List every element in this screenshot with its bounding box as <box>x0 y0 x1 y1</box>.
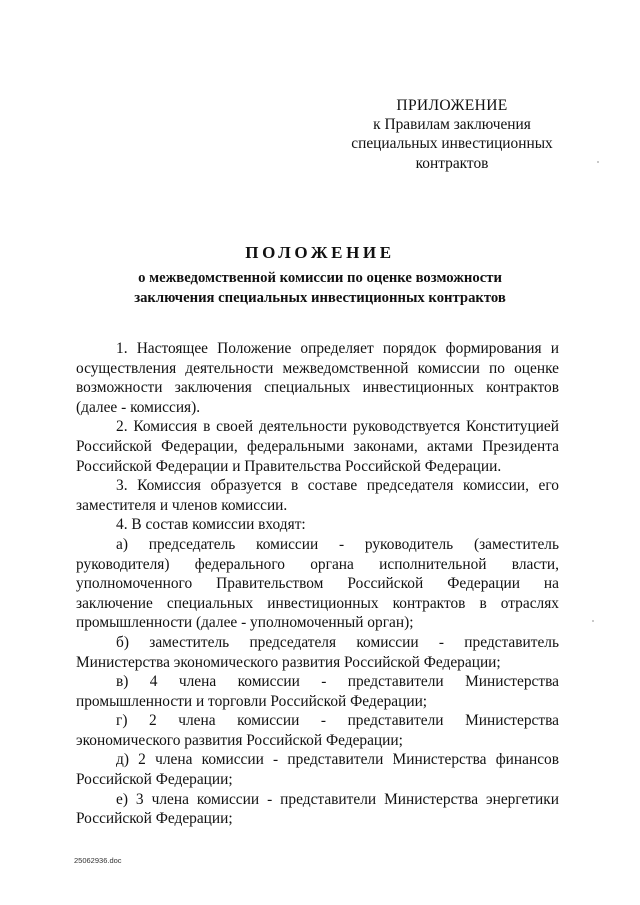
subtitle-line: заключения специальных инвестиционных контрактов <box>134 289 506 306</box>
subtitle-line: о межведомственной комиссии по оценке возможности <box>138 270 502 286</box>
document-title: ПОЛОЖЕНИЕ <box>245 243 395 262</box>
list-item-d: д) 2 члена комиссии - представители Министерства финансов Российской Федерации; <box>76 751 559 789</box>
list-item-a: а) председатель комиссии - руководитель (заместитель руководителя) федерального органа исполнительной власти, уполномоченного Правительством Российской Федерации на заключение специальных инвестиционных контрактов в отраслях промышленности (далее - уполномоченный орган); <box>76 535 559 632</box>
appendix-heading: ПРИЛОЖЕНИЕ <box>396 97 508 114</box>
appendix-line: специальных инвестиционных <box>351 135 553 153</box>
list-item-e: е) 3 члена комиссии - представители Министерства энергетики Российской Федерации; <box>76 790 559 828</box>
appendix-block <box>340 96 564 173</box>
appendix-line: контрактов <box>415 154 489 172</box>
paragraph-4: 4. В состав комиссии входят: <box>116 516 306 534</box>
scan-speck <box>597 161 599 163</box>
scan-speck <box>592 620 594 622</box>
paragraph-3: 3. Комиссия образуется в составе председателя комиссии, его заместителя и членов комиссии. <box>76 477 559 514</box>
list-item-v: в) 4 члена комиссии - представители Министерства промышленности и торговли Российской Федерации; <box>76 673 559 710</box>
paragraph-2: 2. Комиссия в своей деятельности руководствуется Конституцией Российской Федерации, федеральными законами, актами Президента Российской Федерации и Правительства Российской Федерации. <box>76 418 559 475</box>
paragraph-1: 1. Настоящее Положение определяет порядок формирования и осуществления деятельности межведомственной комиссии по оценке возможности заключения специальных инвестиционных контрактов (далее - комиссия). <box>76 340 559 416</box>
footer-filename: 25062936.doc <box>74 856 122 865</box>
list-item-b: б) заместитель председателя комиссии - представитель Министерства экономического развития Российской Федерации; <box>76 633 559 671</box>
appendix-line: к Правилам заключения <box>373 116 531 134</box>
list-item-g: г) 2 члена комиссии - представители Министерства экономического развития Российской Федерации; <box>76 712 559 749</box>
document-body <box>76 339 559 829</box>
document-subtitle <box>0 269 640 308</box>
